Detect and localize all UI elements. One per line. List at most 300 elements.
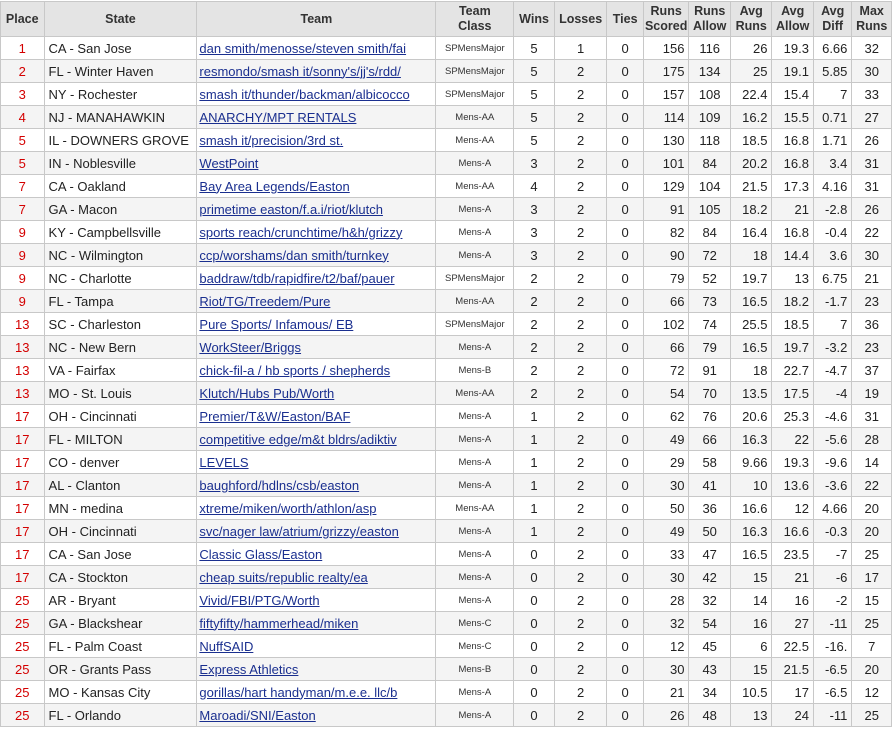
team-link[interactable]: baddraw/tdb/rapidfire/t2/baf/pauer bbox=[199, 270, 395, 286]
cell-avg-allow: 21.5 bbox=[772, 658, 814, 681]
cell-ties: 0 bbox=[607, 83, 643, 106]
cell-runs-allow: 54 bbox=[689, 612, 731, 635]
cell-place: 25 bbox=[1, 681, 45, 704]
table-row bbox=[1, 405, 892, 428]
cell-place: 3 bbox=[1, 83, 45, 106]
header-runs-allow[interactable] bbox=[689, 2, 731, 37]
cell-runs-allow: 58 bbox=[689, 451, 731, 474]
cell-avg-runs: 16.4 bbox=[730, 221, 772, 244]
header-team-class[interactable] bbox=[436, 2, 514, 37]
team-link[interactable]: cheap suits/republic realty/ea bbox=[199, 569, 368, 585]
cell-avg-runs: 18 bbox=[730, 359, 772, 382]
cell-place: 5 bbox=[1, 152, 45, 175]
table-row bbox=[1, 175, 892, 198]
table-row bbox=[1, 152, 892, 175]
cell-team bbox=[197, 106, 436, 129]
cell-state: MO - Kansas City bbox=[44, 681, 197, 704]
cell-runs-scored: 33 bbox=[643, 543, 689, 566]
cell-place: 17 bbox=[1, 566, 45, 589]
cell-avg-diff: 3.6 bbox=[813, 244, 851, 267]
cell-wins: 5 bbox=[514, 37, 555, 60]
cell-team-class: SPMensMajor bbox=[436, 37, 514, 60]
table-row bbox=[1, 106, 892, 129]
cell-team bbox=[197, 681, 436, 704]
cell-avg-diff: 6.66 bbox=[813, 37, 851, 60]
cell-runs-allow: 74 bbox=[689, 313, 731, 336]
team-link[interactable]: Classic Glass/Easton bbox=[199, 546, 323, 562]
header-runs-scored-line1: Runs bbox=[650, 4, 682, 18]
cell-team bbox=[197, 60, 436, 83]
team-link[interactable]: Riot/TG/Treedem/Pure bbox=[199, 293, 331, 309]
cell-ties: 0 bbox=[607, 566, 643, 589]
header-team-label: Team bbox=[300, 11, 333, 26]
cell-losses: 2 bbox=[554, 336, 607, 359]
cell-ties: 0 bbox=[607, 106, 643, 129]
cell-avg-diff: -3.2 bbox=[813, 336, 851, 359]
cell-place: 1 bbox=[1, 37, 45, 60]
cell-runs-allow: 76 bbox=[689, 405, 731, 428]
table-row bbox=[1, 60, 892, 83]
cell-ties: 0 bbox=[607, 313, 643, 336]
table-row bbox=[1, 129, 892, 152]
cell-max-runs: 30 bbox=[852, 244, 892, 267]
cell-state: CA - San Jose bbox=[44, 543, 197, 566]
cell-wins: 3 bbox=[514, 244, 555, 267]
cell-avg-allow: 16.8 bbox=[772, 221, 814, 244]
cell-avg-allow: 22.7 bbox=[772, 359, 814, 382]
cell-avg-allow: 27 bbox=[772, 612, 814, 635]
cell-avg-allow: 17.3 bbox=[772, 175, 814, 198]
team-link[interactable]: WorkSteer/Briggs bbox=[199, 339, 302, 355]
cell-avg-diff: -2.8 bbox=[813, 198, 851, 221]
cell-runs-allow: 134 bbox=[689, 60, 731, 83]
cell-runs-scored: 30 bbox=[643, 566, 689, 589]
cell-runs-scored: 157 bbox=[643, 83, 689, 106]
cell-ties: 0 bbox=[607, 543, 643, 566]
team-link[interactable]: fiftyfifty/hammerhead/miken bbox=[199, 615, 359, 631]
cell-losses: 2 bbox=[554, 175, 607, 198]
cell-avg-diff: 4.16 bbox=[813, 175, 851, 198]
team-link[interactable]: gorillas/hart handyman/m.e.e. llc/b bbox=[199, 684, 398, 700]
cell-runs-allow: 91 bbox=[689, 359, 731, 382]
cell-state: AL - Clanton bbox=[44, 474, 197, 497]
cell-state: NC - Charlotte bbox=[44, 267, 197, 290]
cell-avg-allow: 15.5 bbox=[772, 106, 814, 129]
cell-state: MN - medina bbox=[44, 497, 197, 520]
header-avg-allow[interactable] bbox=[772, 2, 814, 37]
cell-team bbox=[197, 244, 436, 267]
cell-runs-scored: 62 bbox=[643, 405, 689, 428]
cell-place: 25 bbox=[1, 635, 45, 658]
cell-team bbox=[197, 566, 436, 589]
cell-avg-allow: 19.1 bbox=[772, 60, 814, 83]
cell-state: IN - Noblesville bbox=[44, 152, 197, 175]
cell-avg-diff: -6.5 bbox=[813, 658, 851, 681]
team-link[interactable]: baughford/hdlns/csb/easton bbox=[199, 477, 360, 493]
cell-losses: 2 bbox=[554, 612, 607, 635]
cell-team bbox=[197, 405, 436, 428]
cell-team-class: SPMensMajor bbox=[436, 267, 514, 290]
cell-avg-allow: 19.7 bbox=[772, 336, 814, 359]
cell-max-runs: 28 bbox=[852, 428, 892, 451]
cell-max-runs: 22 bbox=[852, 474, 892, 497]
team-link[interactable]: Express Athletics bbox=[199, 661, 299, 677]
cell-team-class: Mens-A bbox=[436, 244, 514, 267]
cell-runs-scored: 130 bbox=[643, 129, 689, 152]
cell-avg-runs: 16.5 bbox=[730, 336, 772, 359]
cell-max-runs: 26 bbox=[852, 129, 892, 152]
cell-max-runs: 23 bbox=[852, 290, 892, 313]
cell-max-runs: 36 bbox=[852, 313, 892, 336]
cell-losses: 2 bbox=[554, 497, 607, 520]
cell-team-class: SPMensMajor bbox=[436, 83, 514, 106]
cell-state: NC - Wilmington bbox=[44, 244, 197, 267]
header-team[interactable] bbox=[197, 2, 436, 37]
cell-runs-allow: 48 bbox=[689, 704, 731, 727]
cell-team-class: Mens-A bbox=[436, 152, 514, 175]
cell-avg-runs: 16.3 bbox=[730, 520, 772, 543]
team-link[interactable]: resmondo/smash it/sonny's/jj's/rdd/ bbox=[199, 63, 401, 79]
cell-avg-diff: 7 bbox=[813, 83, 851, 106]
cell-team-class: SPMensMajor bbox=[436, 313, 514, 336]
cell-team-class: Mens-A bbox=[436, 474, 514, 497]
cell-team-class: Mens-AA bbox=[436, 497, 514, 520]
cell-ties: 0 bbox=[607, 290, 643, 313]
cell-runs-scored: 66 bbox=[643, 336, 689, 359]
cell-team bbox=[197, 497, 436, 520]
cell-runs-scored: 114 bbox=[643, 106, 689, 129]
cell-place: 7 bbox=[1, 198, 45, 221]
cell-runs-allow: 50 bbox=[689, 520, 731, 543]
team-link[interactable]: ANARCHY/MPT RENTALS bbox=[199, 109, 357, 125]
team-link[interactable]: xtreme/miken/worth/athlon/asp bbox=[199, 500, 377, 516]
cell-avg-runs: 18.2 bbox=[730, 198, 772, 221]
header-avg-diff[interactable] bbox=[813, 2, 851, 37]
cell-runs-scored: 156 bbox=[643, 37, 689, 60]
header-state-label: State bbox=[105, 11, 136, 26]
table-body bbox=[1, 37, 892, 727]
cell-avg-allow: 18.2 bbox=[772, 290, 814, 313]
table-row bbox=[1, 520, 892, 543]
cell-losses: 2 bbox=[554, 382, 607, 405]
table-row bbox=[1, 474, 892, 497]
cell-wins: 1 bbox=[514, 428, 555, 451]
cell-state: CA - Stockton bbox=[44, 566, 197, 589]
cell-avg-runs: 9.66 bbox=[730, 451, 772, 474]
cell-wins: 5 bbox=[514, 129, 555, 152]
cell-avg-runs: 22.4 bbox=[730, 83, 772, 106]
cell-max-runs: 33 bbox=[852, 83, 892, 106]
cell-place: 9 bbox=[1, 290, 45, 313]
table-row bbox=[1, 244, 892, 267]
table-row bbox=[1, 37, 892, 60]
team-link[interactable]: NuffSAID bbox=[199, 638, 254, 654]
cell-avg-diff: 6.75 bbox=[813, 267, 851, 290]
cell-team-class: Mens-A bbox=[436, 336, 514, 359]
team-link[interactable]: sports reach/crunchtime/h&h/grizzy bbox=[199, 224, 403, 240]
cell-ties: 0 bbox=[607, 451, 643, 474]
header-wins[interactable] bbox=[514, 2, 555, 37]
cell-max-runs: 14 bbox=[852, 451, 892, 474]
cell-ties: 0 bbox=[607, 520, 643, 543]
table-row bbox=[1, 543, 892, 566]
cell-avg-allow: 17.5 bbox=[772, 382, 814, 405]
cell-wins: 1 bbox=[514, 497, 555, 520]
cell-avg-runs: 19.7 bbox=[730, 267, 772, 290]
cell-state: VA - Fairfax bbox=[44, 359, 197, 382]
header-max-runs[interactable] bbox=[852, 2, 892, 37]
cell-state: OR - Grants Pass bbox=[44, 658, 197, 681]
cell-avg-diff: 5.85 bbox=[813, 60, 851, 83]
cell-losses: 2 bbox=[554, 566, 607, 589]
cell-avg-allow: 19.3 bbox=[772, 451, 814, 474]
team-link[interactable]: smash it/thunder/backman/albicocco bbox=[199, 86, 410, 102]
cell-team bbox=[197, 152, 436, 175]
table-row bbox=[1, 566, 892, 589]
cell-wins: 5 bbox=[514, 60, 555, 83]
cell-ties: 0 bbox=[607, 589, 643, 612]
cell-avg-runs: 16.5 bbox=[730, 290, 772, 313]
header-team-class-line1: Team bbox=[458, 4, 491, 18]
cell-place: 2 bbox=[1, 60, 45, 83]
cell-place: 9 bbox=[1, 221, 45, 244]
cell-runs-allow: 109 bbox=[689, 106, 731, 129]
cell-avg-diff: -11 bbox=[813, 612, 851, 635]
cell-avg-allow: 13.6 bbox=[772, 474, 814, 497]
cell-ties: 0 bbox=[607, 382, 643, 405]
cell-team-class: Mens-A bbox=[436, 451, 514, 474]
cell-avg-diff: 7 bbox=[813, 313, 851, 336]
header-avg-runs-line2: Runs bbox=[735, 19, 767, 33]
team-link[interactable]: Maroadi/SNI/Easton bbox=[199, 707, 316, 723]
team-link[interactable]: svc/nager law/atrium/grizzy/easton bbox=[199, 523, 399, 539]
cell-team-class: Mens-A bbox=[436, 221, 514, 244]
cell-wins: 3 bbox=[514, 152, 555, 175]
cell-ties: 0 bbox=[607, 336, 643, 359]
cell-max-runs: 25 bbox=[852, 612, 892, 635]
cell-place: 17 bbox=[1, 543, 45, 566]
header-state[interactable] bbox=[44, 2, 197, 37]
cell-wins: 0 bbox=[514, 681, 555, 704]
cell-runs-allow: 32 bbox=[689, 589, 731, 612]
cell-max-runs: 12 bbox=[852, 681, 892, 704]
table-row bbox=[1, 83, 892, 106]
cell-place: 9 bbox=[1, 244, 45, 267]
header-runs-scored-line2: Scored bbox=[644, 19, 688, 33]
cell-state: CA - Oakland bbox=[44, 175, 197, 198]
cell-place: 25 bbox=[1, 612, 45, 635]
cell-state: CO - denver bbox=[44, 451, 197, 474]
cell-runs-scored: 66 bbox=[643, 290, 689, 313]
cell-avg-diff: 0.71 bbox=[813, 106, 851, 129]
cell-losses: 2 bbox=[554, 198, 607, 221]
cell-team-class: SPMensMajor bbox=[436, 60, 514, 83]
cell-avg-runs: 20.6 bbox=[730, 405, 772, 428]
cell-place: 13 bbox=[1, 382, 45, 405]
cell-avg-runs: 25 bbox=[730, 60, 772, 83]
cell-team bbox=[197, 290, 436, 313]
cell-runs-scored: 72 bbox=[643, 359, 689, 382]
table-row bbox=[1, 589, 892, 612]
cell-place: 17 bbox=[1, 520, 45, 543]
cell-losses: 2 bbox=[554, 60, 607, 83]
cell-runs-allow: 73 bbox=[689, 290, 731, 313]
header-avg-runs[interactable] bbox=[730, 2, 772, 37]
cell-ties: 0 bbox=[607, 60, 643, 83]
cell-team bbox=[197, 704, 436, 727]
cell-avg-diff: -16. bbox=[813, 635, 851, 658]
cell-avg-allow: 19.3 bbox=[772, 37, 814, 60]
cell-team bbox=[197, 313, 436, 336]
cell-place: 13 bbox=[1, 313, 45, 336]
cell-runs-scored: 32 bbox=[643, 612, 689, 635]
cell-losses: 2 bbox=[554, 474, 607, 497]
cell-avg-diff: -5.6 bbox=[813, 428, 851, 451]
cell-runs-allow: 70 bbox=[689, 382, 731, 405]
cell-losses: 2 bbox=[554, 543, 607, 566]
cell-team bbox=[197, 520, 436, 543]
cell-runs-scored: 102 bbox=[643, 313, 689, 336]
cell-place: 25 bbox=[1, 589, 45, 612]
cell-state: FL - MILTON bbox=[44, 428, 197, 451]
cell-wins: 0 bbox=[514, 612, 555, 635]
cell-runs-allow: 47 bbox=[689, 543, 731, 566]
cell-losses: 2 bbox=[554, 405, 607, 428]
team-link[interactable]: LEVELS bbox=[199, 454, 249, 470]
cell-losses: 2 bbox=[554, 129, 607, 152]
cell-avg-runs: 16.6 bbox=[730, 497, 772, 520]
cell-avg-runs: 25.5 bbox=[730, 313, 772, 336]
cell-max-runs: 30 bbox=[852, 60, 892, 83]
cell-losses: 2 bbox=[554, 152, 607, 175]
cell-place: 25 bbox=[1, 704, 45, 727]
cell-team bbox=[197, 129, 436, 152]
team-link[interactable]: primetime easton/f.a.i/riot/klutch bbox=[199, 201, 383, 217]
cell-runs-scored: 30 bbox=[643, 658, 689, 681]
cell-wins: 1 bbox=[514, 405, 555, 428]
team-link[interactable]: smash it/precision/3rd st. bbox=[199, 132, 344, 148]
cell-runs-scored: 26 bbox=[643, 704, 689, 727]
team-link[interactable]: WestPoint bbox=[199, 155, 259, 171]
cell-avg-allow: 25.3 bbox=[772, 405, 814, 428]
cell-max-runs: 32 bbox=[852, 37, 892, 60]
header-runs-scored[interactable] bbox=[643, 2, 689, 37]
header-place[interactable] bbox=[1, 2, 45, 37]
team-link[interactable]: Vivid/FBI/PTG/Worth bbox=[199, 592, 320, 608]
cell-team bbox=[197, 451, 436, 474]
cell-avg-runs: 6 bbox=[730, 635, 772, 658]
cell-runs-scored: 54 bbox=[643, 382, 689, 405]
cell-avg-diff: -6.5 bbox=[813, 681, 851, 704]
cell-ties: 0 bbox=[607, 497, 643, 520]
cell-avg-runs: 13.5 bbox=[730, 382, 772, 405]
header-losses[interactable] bbox=[554, 2, 607, 37]
cell-runs-allow: 79 bbox=[689, 336, 731, 359]
cell-place: 4 bbox=[1, 106, 45, 129]
header-avg-allow-line2: Allow bbox=[776, 19, 810, 33]
cell-ties: 0 bbox=[607, 405, 643, 428]
cell-max-runs: 25 bbox=[852, 704, 892, 727]
cell-runs-scored: 30 bbox=[643, 474, 689, 497]
cell-ties: 0 bbox=[607, 428, 643, 451]
cell-avg-runs: 16 bbox=[730, 612, 772, 635]
cell-team bbox=[197, 267, 436, 290]
cell-wins: 5 bbox=[514, 83, 555, 106]
cell-avg-allow: 16 bbox=[772, 589, 814, 612]
cell-avg-allow: 16.8 bbox=[772, 129, 814, 152]
team-link[interactable]: Bay Area Legends/Easton bbox=[199, 178, 350, 194]
cell-wins: 1 bbox=[514, 520, 555, 543]
cell-wins: 1 bbox=[514, 474, 555, 497]
header-ties[interactable] bbox=[607, 2, 643, 37]
team-link[interactable]: chick-fil-a / hb sports / shepherds bbox=[199, 362, 391, 378]
cell-team bbox=[197, 589, 436, 612]
cell-team bbox=[197, 175, 436, 198]
cell-state: FL - Palm Coast bbox=[44, 635, 197, 658]
cell-ties: 0 bbox=[607, 635, 643, 658]
cell-max-runs: 20 bbox=[852, 658, 892, 681]
cell-avg-runs: 15 bbox=[730, 566, 772, 589]
cell-avg-allow: 12 bbox=[772, 497, 814, 520]
cell-ties: 0 bbox=[607, 152, 643, 175]
cell-avg-diff: -0.4 bbox=[813, 221, 851, 244]
cell-team-class: Mens-A bbox=[436, 704, 514, 727]
table-row bbox=[1, 290, 892, 313]
cell-runs-allow: 42 bbox=[689, 566, 731, 589]
cell-avg-runs: 18 bbox=[730, 244, 772, 267]
cell-ties: 0 bbox=[607, 612, 643, 635]
cell-runs-allow: 118 bbox=[689, 129, 731, 152]
cell-wins: 2 bbox=[514, 267, 555, 290]
cell-max-runs: 31 bbox=[852, 152, 892, 175]
cell-wins: 2 bbox=[514, 336, 555, 359]
cell-max-runs: 20 bbox=[852, 520, 892, 543]
team-link[interactable]: ccp/worshams/dan smith/turnkey bbox=[199, 247, 389, 263]
cell-state: GA - Blackshear bbox=[44, 612, 197, 635]
cell-avg-diff: -6 bbox=[813, 566, 851, 589]
cell-team-class: Mens-AA bbox=[436, 382, 514, 405]
cell-runs-allow: 36 bbox=[689, 497, 731, 520]
cell-losses: 2 bbox=[554, 704, 607, 727]
team-link[interactable]: dan smith/menosse/steven smith/fai bbox=[199, 40, 407, 56]
cell-team-class: Mens-A bbox=[436, 198, 514, 221]
cell-team-class: Mens-A bbox=[436, 543, 514, 566]
team-link[interactable]: Premier/T&W/Easton/BAF bbox=[199, 408, 351, 424]
cell-state: FL - Orlando bbox=[44, 704, 197, 727]
cell-ties: 0 bbox=[607, 129, 643, 152]
cell-wins: 2 bbox=[514, 382, 555, 405]
cell-team-class: Mens-AA bbox=[436, 106, 514, 129]
cell-team-class: Mens-C bbox=[436, 612, 514, 635]
cell-place: 17 bbox=[1, 497, 45, 520]
cell-avg-diff: -1.7 bbox=[813, 290, 851, 313]
cell-place: 17 bbox=[1, 451, 45, 474]
cell-state: FL - Tampa bbox=[44, 290, 197, 313]
cell-ties: 0 bbox=[607, 359, 643, 382]
header-avg-diff-line1: Avg bbox=[821, 4, 845, 18]
cell-avg-allow: 22.5 bbox=[772, 635, 814, 658]
header-avg-allow-line1: Avg bbox=[781, 4, 805, 18]
cell-avg-runs: 20.2 bbox=[730, 152, 772, 175]
cell-avg-diff: -11 bbox=[813, 704, 851, 727]
cell-avg-allow: 15.4 bbox=[772, 83, 814, 106]
cell-runs-scored: 91 bbox=[643, 198, 689, 221]
team-link[interactable]: Pure Sports/ Infamous/ EB bbox=[199, 316, 354, 332]
team-link[interactable]: Klutch/Hubs Pub/Worth bbox=[199, 385, 335, 401]
cell-max-runs: 19 bbox=[852, 382, 892, 405]
cell-avg-diff: 1.71 bbox=[813, 129, 851, 152]
team-link[interactable]: competitive edge/m&t bldrs/adiktiv bbox=[199, 431, 397, 447]
